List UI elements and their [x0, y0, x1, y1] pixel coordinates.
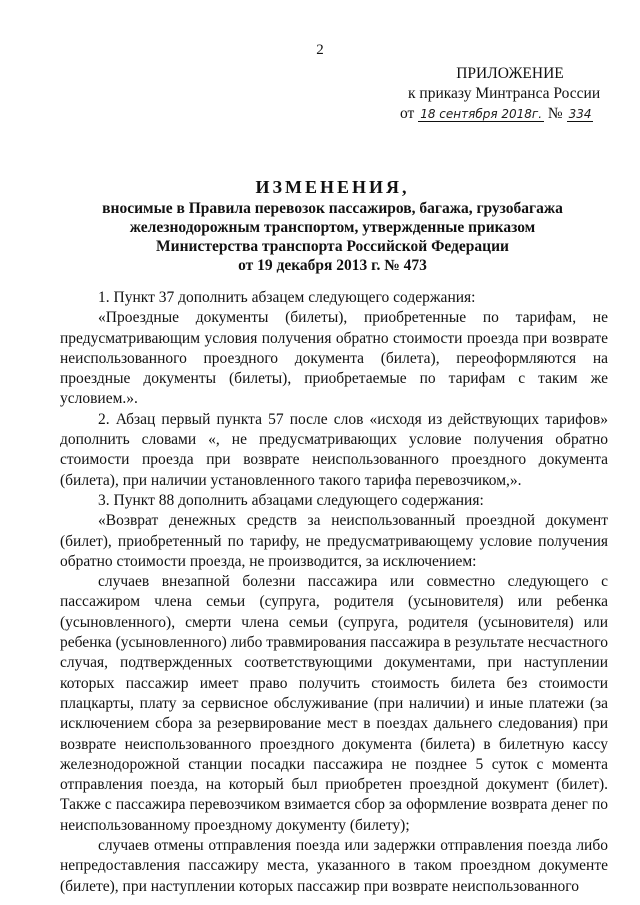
- appendix-date-line: [390, 104, 610, 124]
- page-number: 2: [316, 42, 324, 58]
- appendix-order-line: к приказу Минтранса России: [408, 85, 601, 102]
- handwritten-date: 18 сентября 2018г.: [420, 107, 543, 121]
- number-prefix: №: [547, 105, 563, 122]
- document-heading: [60, 178, 605, 275]
- paragraph: 1. Пункт 37 дополнить абзацем следующего содержания:: [98, 289, 476, 306]
- paragraph: случаев внезапной болезни пассажира или совместно следующего с пассажиром члена семьи (супруга, родителя (усыновителя) или ребенка (усыновленного), смерти члена семьи (супруга, родителя (усыновителя) или ребенка (усыновленного) либо травмирования пассажира в результате несчастного случая, подтвержденных соответствующими документами, при наступлении которых пассажир имеет право получить стоимость билета без стоимости плацкарты, плату за сервисное обслуживание (при наличии) и иные платежи (за исключением сбора за резервирование мест в поездах дальнего следования) при возврате неиспользованного проездного документа (билета) в билетную кассу железнодорожной станции посадки пассажира не позднее 5 суток с момента отправления поезда, на который был приобретен проездной документ (билет). Также с пассажира перевозчиком взимается сбор за оформление возврата денег по неиспользованному проездному документу (билету);: [60, 573, 608, 834]
- appendix-title: ПРИЛОЖЕНИЕ: [456, 65, 564, 82]
- heading-line: от 19 декабря 2013 г. № 473: [238, 257, 427, 274]
- document-body: [60, 288, 608, 897]
- heading-title: ИЗМЕНЕНИЯ,: [255, 177, 410, 197]
- paragraph: 2. Абзац первый пункта 57 после слов «исходя из действующих тарифов» дополнить словами «, не предусматривающих условие получения обратно стоимости проезда при возврате неиспользованного проездного документа (билета), при наличии установленного такого тарифа перевозчиком,».: [60, 410, 608, 489]
- appendix-block: [390, 64, 610, 124]
- handwritten-number: 334: [568, 107, 592, 121]
- heading-line: Министерства транспорта Российской Федерации: [156, 238, 509, 255]
- paragraph: «Возврат денежных средств за неиспользованный проездной документ (билет), приобретенный по тарифу, не предусматривающему условие получения обратно стоимости проезда, не производится, за исключением:: [60, 512, 608, 570]
- heading-line: вносимые в Правила перевозок пассажиров, багажа, грузобагажа: [102, 200, 563, 217]
- paragraph: случаев отмены отправления поезда или задержки отправления поезда либо непредоставления пассажиру места, указанного в таком проездном документе (билете), при наступлении которых пассажир при возврате неиспользованного: [60, 837, 608, 895]
- date-prefix: от: [400, 105, 415, 122]
- paragraph: 3. Пункт 88 дополнить абзацами следующего содержания:: [98, 491, 484, 509]
- heading-line: железнодорожным транспортом, утвержденные приказом: [129, 219, 536, 236]
- paragraph: «Проездные документы (билеты), приобретенные по тарифам, не предусматривающим условия получения обратно стоимости проезда при возврате неиспользованного проездного документа (билета), переоформляются на проездные документы (билеты), приобретаемые по тарифам с таким же условием.».: [60, 309, 608, 408]
